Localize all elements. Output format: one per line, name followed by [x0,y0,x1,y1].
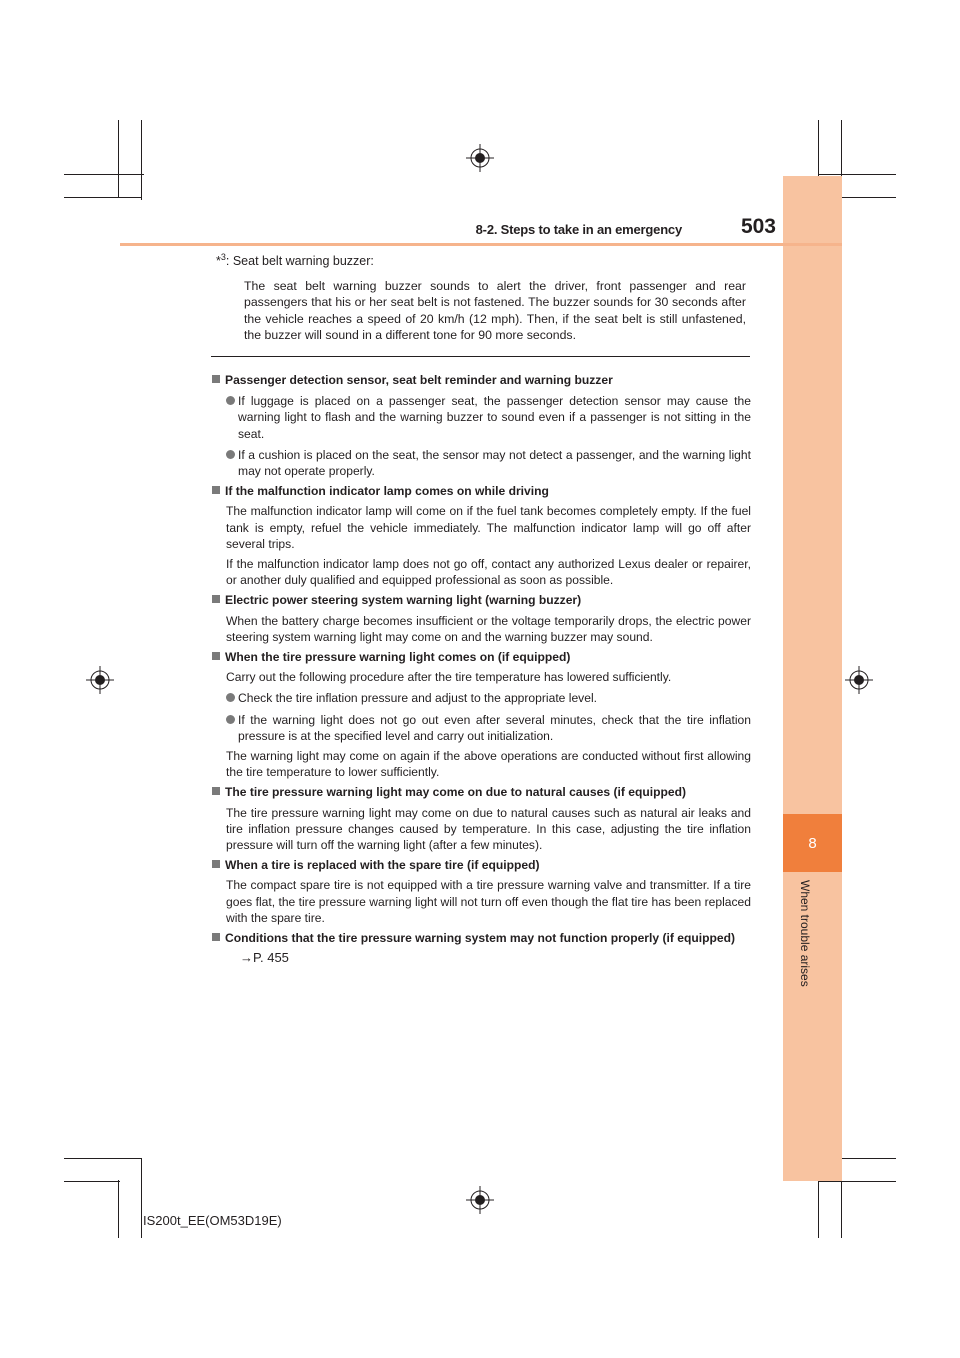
section-heading: The tire pressure warning light may come on due to natural causes (if equipped) [211,784,751,800]
crop-mark [64,1158,142,1159]
section-heading: When a tire is replaced with the spare tire (if equipped) [211,857,751,873]
footnote-title: : Seat belt warning buzzer: [225,254,374,269]
crop-mark [818,1181,896,1182]
registration-target-icon [466,1186,494,1214]
section-heading: When the tire pressure warning light comes on (if equipped) [211,649,751,665]
section-heading: Electric power steering system warning light (warning buzzer) [211,592,751,608]
crop-mark [64,174,144,175]
bullet-item: If the warning light does not go out even after several minutes, check that the tire inflation pressure is at the specified level and carry out initialization. [211,712,751,744]
crop-mark [141,1158,142,1238]
section-heading: Passenger detection sensor, seat belt reminder and warning buzzer [211,372,751,388]
paragraph: The malfunction indicator lamp will come on if the fuel tank becomes completely empty. If the fuel tank is empty, refuel the vehicle immediately. The malfunction indicator lamp will go off after several trips. [226,504,751,551]
chapter-number-tab [783,814,842,872]
page-number: 503 [740,215,776,238]
registration-target-icon [86,666,114,694]
paragraph: The warning light may come on again if the above operations are conducted without first allowing the tire temperature to lower sufficiently. [226,749,751,780]
chapter-title: When trouble arises [798,880,812,987]
crop-mark [118,1180,119,1238]
paragraph: The compact spare tire is not equipped with a tire pressure warning valve and transmitter. If a tire goes flat, the tire pressure warning light will not turn off even though the flat tire has been replaced with the spare tire. [226,878,751,925]
crop-mark [64,197,142,198]
footnote-label [216,252,374,268]
bullet-item: If luggage is placed on a passenger seat, the passenger detection sensor may cause the warning light to flash and the warning buzzer to sound even if a passenger is not sitting in the seat. [211,393,751,442]
bullet-item: If a cushion is placed on the seat, the sensor may not detect a passenger, and the warning light may not operate properly. [211,447,751,479]
footnote-asterisk: * [216,254,221,269]
main-content [211,368,751,967]
page-reference-link[interactable]: →P. 455 [240,950,289,966]
section-heading: If the malfunction indicator lamp comes on while driving [211,483,751,499]
crop-mark [841,197,896,198]
registration-target-icon [466,144,494,172]
paragraph: The tire pressure warning light may come on due to natural causes such as natural air leaks and tire inflation pressure changes caused by temperature. In this case, adjusting the tire inflation pressure will turn off the warning light (after a few minutes). [226,805,751,853]
chapter-number: 8 [808,834,817,852]
crop-mark [818,1181,819,1238]
crop-mark [841,1158,896,1159]
footnote-text: The seat belt warning buzzer sounds to alert the driver, front passenger and rear passengers that his or her seat belt is not fastened. The buzzer sounds for 30 seconds after the vehicle reaches a speed of 20 km/h (12 mph). Then, if the seat belt is still unfastened, the buzzer will sound in a different tone for 90 more seconds. [244,279,746,343]
section-heading: Conditions that the tire pressure warning system may not function properly (if equipped) [211,930,751,946]
footnote-number: 3 [220,252,226,262]
crop-mark [818,174,896,175]
paragraph: If the malfunction indicator lamp does not go off, contact any authorized Lexus dealer or repairer, or another duly qualified and equipped professional as soon as possible. [226,557,751,588]
model-code: IS200t_EE(OM53D19E) [143,1213,282,1228]
paragraph: Carry out the following procedure after the tire temperature has lowered sufficiently. [226,670,672,685]
bullet-item: Check the tire inflation pressure and adjust to the appropriate level. [211,690,751,706]
crop-mark [141,120,142,200]
paragraph: When the battery charge becomes insufficient or the voltage temporarily drops, the electric power steering system warning light may come on and the warning buzzer may sound. [226,613,751,644]
divider [211,356,750,357]
crop-mark [64,1181,120,1182]
registration-target-icon [845,666,873,694]
section-title: 8-2. Steps to take in an emergency [475,222,682,237]
crop-mark [118,120,119,198]
header-rule [120,243,842,246]
chapter-side-band [783,176,842,1181]
